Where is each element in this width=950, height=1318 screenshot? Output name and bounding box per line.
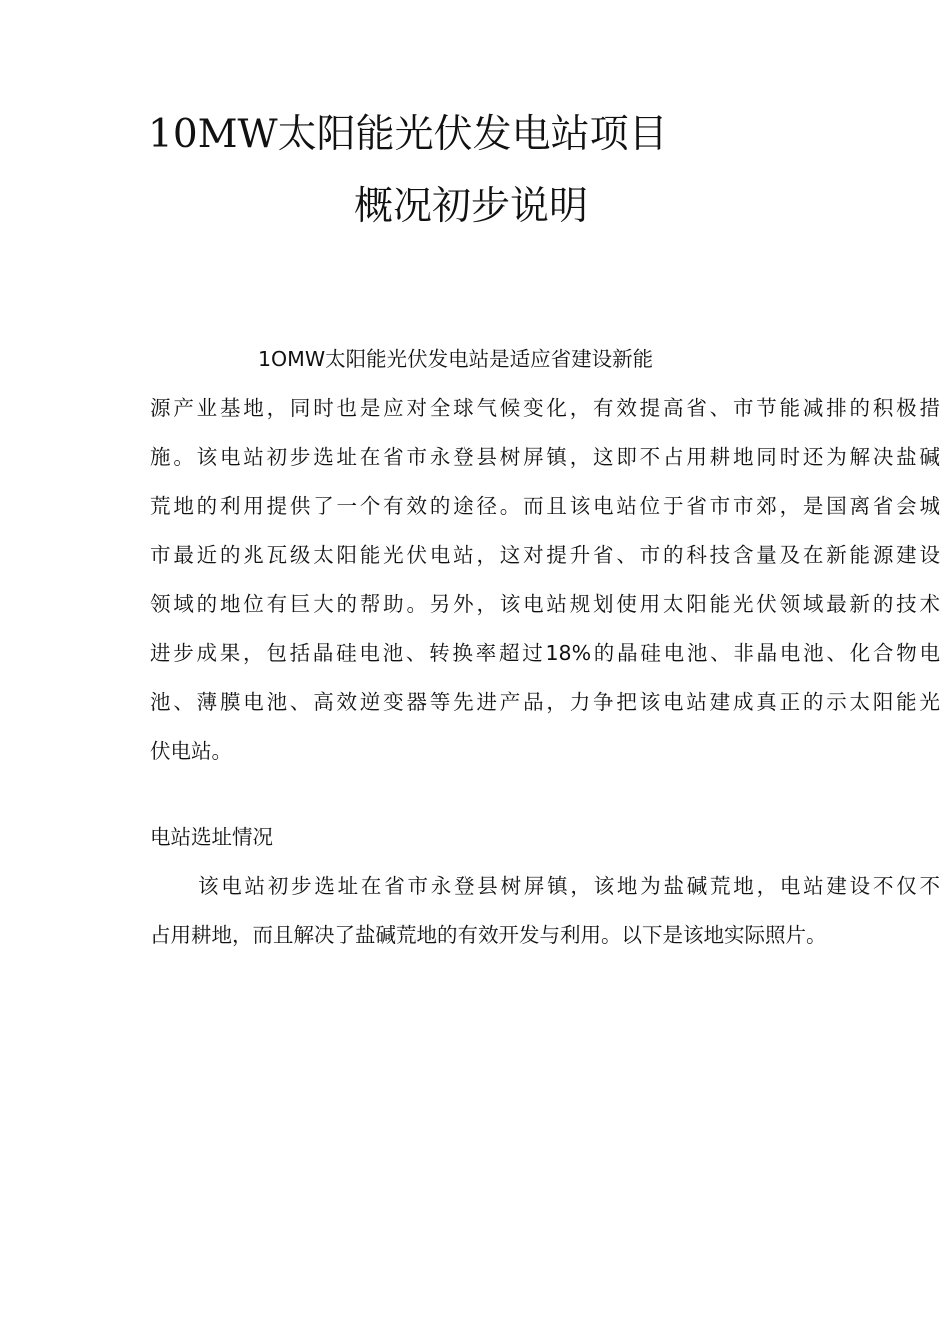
intro-line: 池、薄膜电池、高效逆变器等先进产品，力争把该电站建成真正的示太阳能光: [150, 690, 940, 714]
intro-line: 市最近的兆瓦级太阳能光伏电站，这对提升省、市的科技含量及在新能源建设: [150, 543, 940, 567]
site-paragraph: [150, 862, 940, 960]
intro-line: 施。该电站初步选址在省市永登县树屏镇，这即不占用耕地同时还为解决盐碱: [150, 445, 940, 469]
site-line: 占用耕地，而且解决了盐碱荒地的有效开发与利用。以下是该地实际照片。: [150, 923, 827, 947]
intro-line: 荒地的利用提供了一个有效的途径。而且该电站位于省市市郊，是国离省会城: [150, 494, 940, 518]
intro-paragraph: [150, 335, 940, 776]
document-title-line-2: 概况初步说明: [354, 184, 589, 229]
document-title-line-1: 10MW太阳能光伏发电站项目: [148, 112, 668, 157]
intro-line: 伏电站。: [150, 739, 232, 763]
intro-line: 源产业基地，同时也是应对全球气候变化，有效提高省、市节能减排的积极措: [150, 396, 940, 420]
site-line: 该电站初步选址在省市永登县树屏镇，该地为盐碱荒地，电站建设不仅不: [198, 874, 940, 898]
intro-line: 1OMW太阳能光伏发电站是适应省建设新能: [258, 347, 654, 371]
intro-line: 进步成果，包括晶硅电池、转换率超过18%的晶硅电池、非晶电池、化合物电: [150, 641, 940, 665]
site-section-heading: 电站选址情况: [150, 825, 273, 849]
intro-line: 领域的地位有巨大的帮助。另外，该电站规划使用太阳能光伏领域最新的技术: [150, 592, 940, 616]
